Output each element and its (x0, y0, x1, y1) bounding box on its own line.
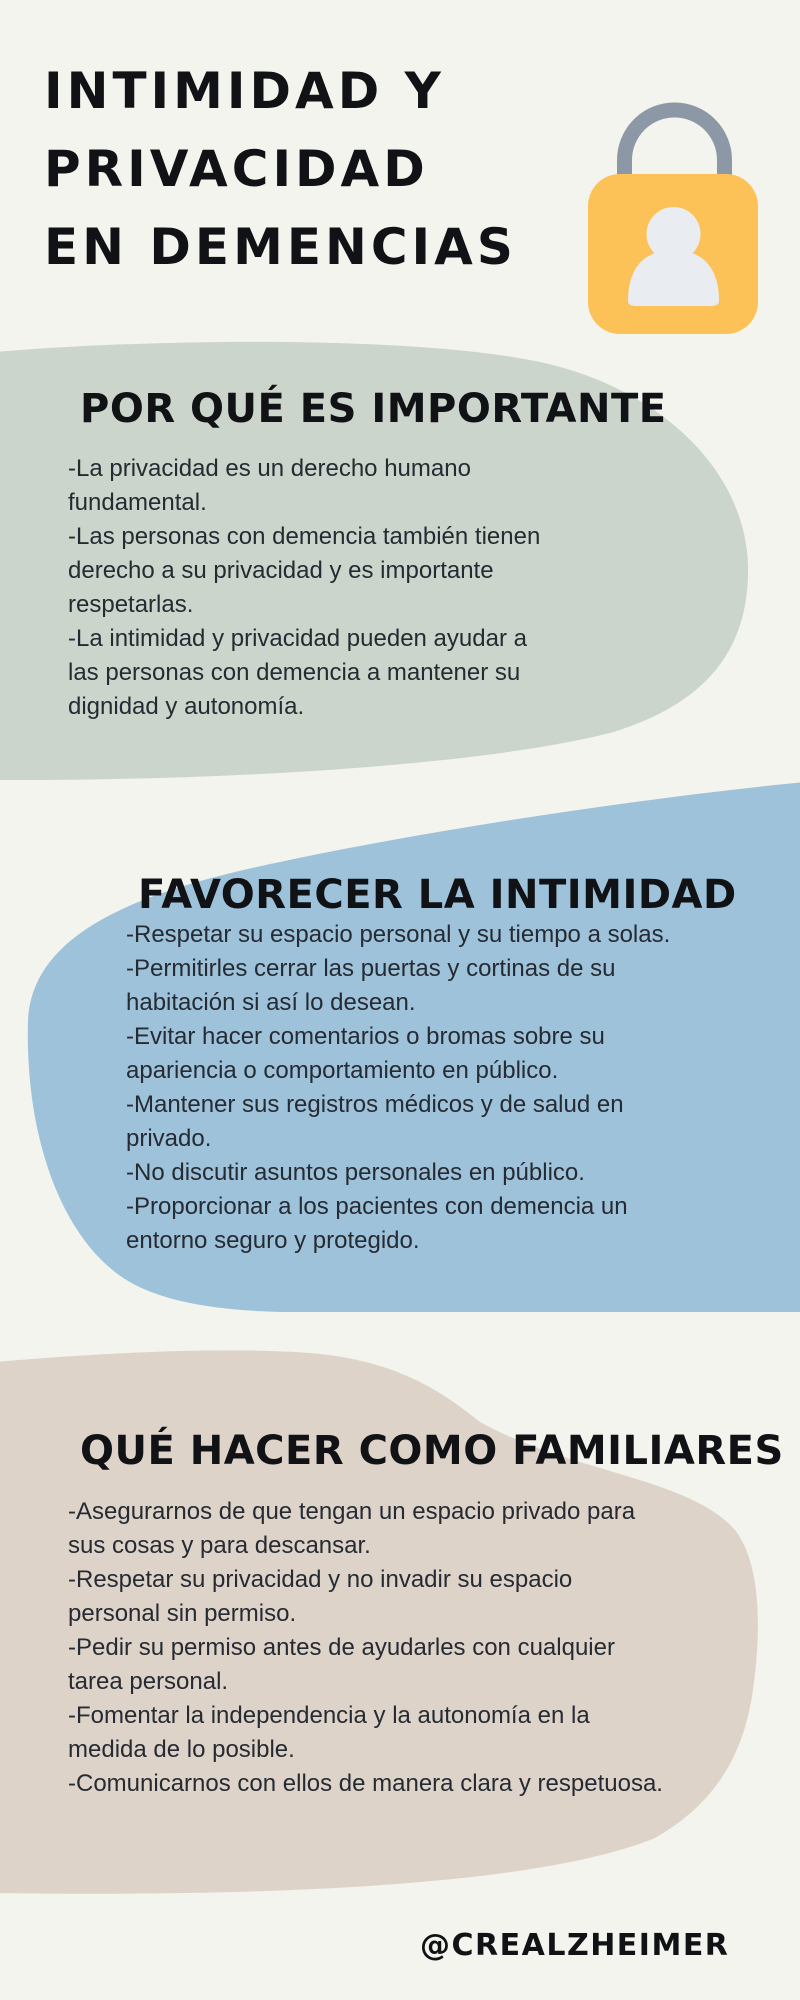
body-line: -Las personas con demencia también tienen (68, 523, 541, 550)
title-line: INTIMIDAD Y (44, 62, 445, 120)
section-heading-family-actions: QUÉ HACER COMO FAMILIARES (80, 1428, 784, 1474)
section-body-favor-intimacy (126, 918, 670, 1258)
body-paragraph (68, 1631, 663, 1699)
body-paragraph (126, 1190, 670, 1258)
body-paragraph (68, 1563, 663, 1631)
body-paragraph (68, 452, 540, 520)
body-paragraph (126, 1156, 670, 1190)
body-line: -Asegurarnos de que tengan un espacio privado para (68, 1498, 636, 1525)
body-line: -No discutir asuntos personales en público. (126, 1159, 585, 1186)
body-line: -La privacidad es un derecho humano (68, 455, 471, 482)
body-line: entorno seguro y protegido. (126, 1227, 420, 1254)
body-line: respetarlas. (68, 591, 194, 618)
section-body-family-actions (68, 1495, 663, 1801)
body-line: -Respetar su espacio personal y su tiempo a solas. (126, 921, 671, 948)
body-paragraph (68, 1495, 663, 1563)
section-body-why-important (68, 452, 540, 724)
body-line: medida de lo posible. (68, 1736, 295, 1763)
section-heading-why-important: POR QUÉ ES IMPORTANTE (80, 386, 667, 432)
instagram-handle: @CREALZHEIMER (420, 1928, 730, 1963)
page-title (44, 52, 604, 286)
body-line: sus cosas y para descansar. (68, 1532, 371, 1559)
body-paragraph (126, 1088, 670, 1156)
body-line: -Proporcionar a los pacientes con demencia un (126, 1193, 628, 1220)
body-line: fundamental. (68, 489, 207, 516)
body-line: -Permitirles cerrar las puertas y cortinas de su (126, 955, 616, 982)
body-line: -Pedir su permiso antes de ayudarles con cualquier (68, 1634, 615, 1661)
body-line: -Mantener sus registros médicos y de salud en (126, 1091, 624, 1118)
section-heading-favor-intimacy: FAVORECER LA INTIMIDAD (138, 872, 737, 918)
body-line: privado. (126, 1125, 212, 1152)
body-paragraph (68, 520, 540, 622)
body-line: dignidad y autonomía. (68, 693, 305, 720)
body-line: -Fomentar la independencia y la autonomía en la (68, 1702, 590, 1729)
body-line: tarea personal. (68, 1668, 229, 1695)
body-paragraph (126, 952, 670, 1020)
body-line: -Evitar hacer comentarios o bromas sobre su (126, 1023, 605, 1050)
body-line: derecho a su privacidad y es importante (68, 557, 494, 584)
body-line: las personas con demencia a mantener su (68, 659, 521, 686)
body-paragraph (126, 918, 670, 952)
body-line: habitación si así lo desean. (126, 989, 416, 1016)
body-line: personal sin permiso. (68, 1600, 297, 1627)
title-line: PRIVACIDAD (44, 140, 429, 198)
title-line: EN DEMENCIAS (44, 218, 517, 276)
body-line: apariencia o comportamiento en público. (126, 1057, 559, 1084)
body-paragraph (68, 1699, 663, 1767)
body-paragraph (126, 1020, 670, 1088)
body-paragraph (68, 622, 540, 724)
body-paragraph (68, 1767, 663, 1801)
body-line: -La intimidad y privacidad pueden ayudar a (68, 625, 527, 652)
body-line: -Comunicarnos con ellos de manera clara y respetuosa. (68, 1770, 663, 1797)
body-line: -Respetar su privacidad y no invadir su espacio (68, 1566, 573, 1593)
